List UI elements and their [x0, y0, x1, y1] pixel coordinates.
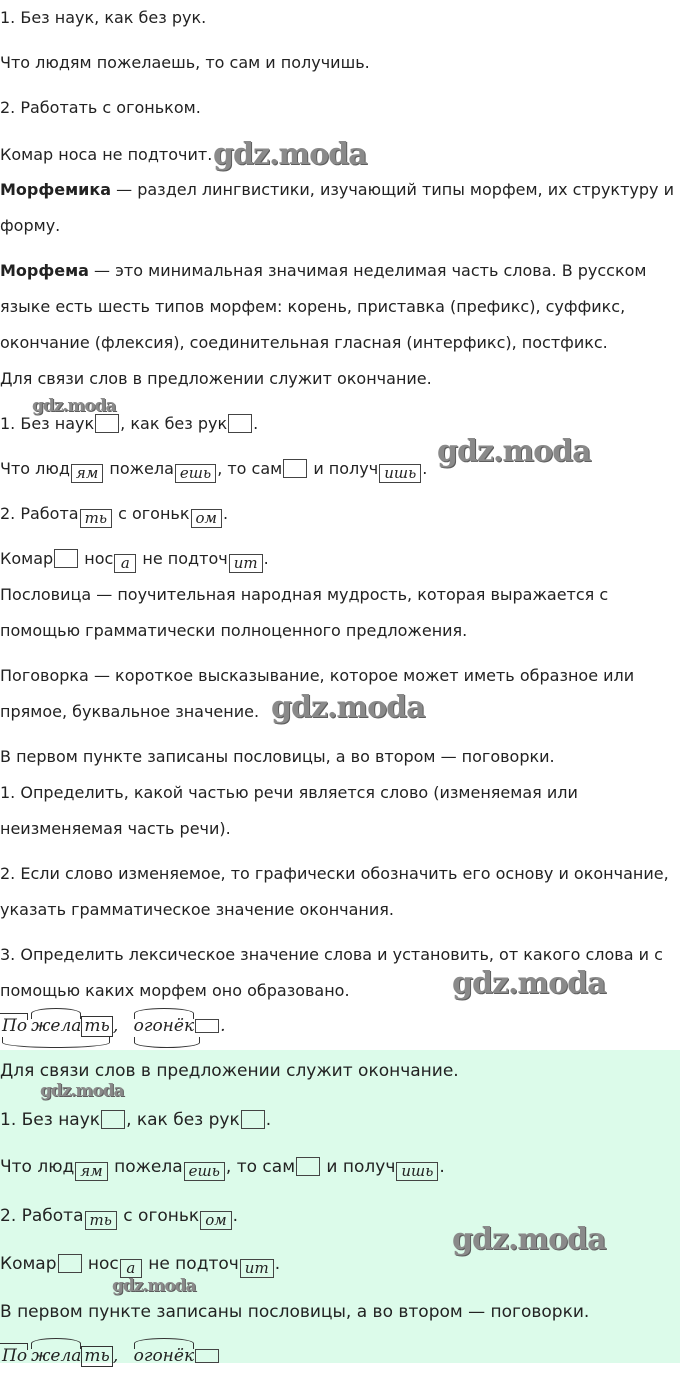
definition-morpheme — [0, 261, 647, 281]
sentence-1-part: . — [253, 414, 259, 433]
ending-box-empty — [195, 1349, 219, 1363]
ending-box: а — [120, 1259, 142, 1278]
sentence-3-part: 2. Работа — [0, 1206, 84, 1226]
ending: ть — [81, 1016, 112, 1037]
step-3: 3. Определить лексическое значение слова и установить, от какого слова и с — [0, 945, 663, 964]
sentence-4-part: Комар — [0, 1254, 57, 1274]
highlighted-answer — [0, 1050, 680, 1366]
sentence-1-part: 1. Без наук — [0, 414, 95, 433]
sentence-1-part: 1. Без наук — [0, 1110, 101, 1130]
ending-box: ям — [71, 464, 103, 483]
sentence-4-part: Комар — [0, 549, 54, 568]
ending-box: ишь — [396, 1162, 438, 1181]
ending-box: ом — [200, 1211, 231, 1230]
period: . — [220, 1016, 226, 1036]
ending-box-empty — [241, 1110, 265, 1129]
sentence-4 — [0, 1254, 280, 1278]
sentence-4-part: не подточ — [142, 1254, 239, 1274]
watermark: gdz.moda — [32, 396, 116, 416]
sentence-3-part: с огоньк — [112, 504, 190, 523]
sentence-2-part: пожела — [108, 1157, 183, 1177]
stem-brace — [2, 1037, 110, 1048]
ending: ть — [81, 1346, 112, 1367]
step-1: 1. Определить, какой частью речи является слово (изменяемая или — [0, 783, 578, 802]
connection-statement: Для связи слов в предложении служит окончание. — [0, 1061, 459, 1081]
ending-box-empty — [58, 1254, 82, 1273]
ending-box-empty — [101, 1110, 125, 1129]
sentence-1-part: , как без рук — [126, 1110, 240, 1130]
ending-box: ом — [191, 509, 222, 528]
ending-box: ит — [229, 554, 263, 573]
sentence-2-part: Что люд — [0, 1157, 75, 1177]
sentence-1-part: , как без рук — [120, 414, 228, 433]
ending-box-empty — [95, 414, 119, 433]
proverb-definition-cont: помощью грамматически полноценного предложения. — [0, 621, 468, 640]
watermark: gdz.moda — [452, 1222, 606, 1257]
proverb-1: 1. Без наук, как без рук. — [0, 8, 207, 27]
ending-box: ишь — [379, 464, 421, 483]
ending-box-empty — [283, 459, 307, 478]
sentence-3-part: . — [232, 1206, 239, 1226]
step-3-cont: помощью каких морфем оно образовано. — [0, 981, 350, 1000]
sentence-3-part: с огоньк — [117, 1206, 200, 1226]
ending-box-empty — [195, 1019, 219, 1033]
stem-brace — [134, 1037, 200, 1048]
ending-box: ит — [240, 1259, 274, 1278]
sentence-1 — [0, 1110, 271, 1130]
sentence-2-part: и получ — [308, 459, 379, 478]
root: огонёк — [133, 1016, 195, 1036]
watermark: gdz.moda — [40, 1081, 124, 1101]
step-2-cont: указать грамматическое значение окончания. — [0, 900, 394, 919]
ending-box: а — [114, 554, 136, 573]
prefix: По — [2, 1016, 28, 1036]
sentence-3 — [0, 1206, 238, 1230]
sentence-3-part: . — [222, 504, 229, 523]
saying-definition-cont: прямое, буквальное значение. — [0, 702, 260, 721]
definition-morphemics-cont: форму. — [0, 216, 61, 235]
comma: , — [112, 1346, 119, 1366]
root: огонёк — [133, 1346, 195, 1366]
first-point-statement: В первом пункте записаны пословицы, а во втором — поговорки. — [0, 1302, 590, 1322]
sentence-3-part: 2. Работа — [0, 504, 79, 523]
sentence-4 — [0, 549, 269, 573]
sentence-2 — [0, 459, 427, 483]
watermark: gdz.moda — [112, 1276, 196, 1296]
sentence-2-part: , то сам — [225, 1157, 296, 1177]
definition-morphemics — [0, 180, 674, 200]
saying-1: 2. Работать с огоньком. — [0, 98, 201, 117]
prefix: По — [2, 1346, 28, 1366]
ending-box: ешь — [184, 1162, 225, 1181]
sentence-1 — [0, 414, 258, 434]
connection-statement: Для связи слов в предложении служит окончание. — [0, 369, 432, 388]
step-1-cont: неизменяемая часть речи). — [0, 819, 231, 838]
sentence-4-part: нос — [82, 1254, 119, 1274]
sentence-4-part: . — [274, 1254, 281, 1274]
proverb-2: Что людям пожелаешь, то сам и получишь. — [0, 53, 370, 72]
step-2: 2. Если слово изменяемое, то графически обозначить его основу и окончание, — [0, 864, 669, 883]
saying-2: Комар носа не подточит. — [0, 145, 213, 164]
sentence-2-part: и получ — [321, 1157, 396, 1177]
proverb-definition: Пословица — поучительная народная мудрость, которая выражается с — [0, 585, 609, 604]
sentence-2-part: Что люд — [0, 459, 70, 478]
ending-box: ть — [80, 509, 112, 528]
watermark: gdz.moda — [271, 690, 425, 725]
sentence-2-part: . — [439, 1157, 445, 1177]
term-morphemics: Морфемика — [0, 180, 112, 199]
definition-morpheme-text: — это минимальная значимая неделимая часть слова. В русском — [88, 261, 647, 280]
watermark: gdz.moda — [452, 966, 606, 1001]
ending-box: ешь — [175, 464, 216, 483]
sentence-1-part: . — [265, 1110, 272, 1130]
sentence-4-part: не подточ — [137, 549, 228, 568]
watermark: gdz.moda — [437, 434, 591, 469]
term-morpheme: Морфема — [0, 261, 89, 280]
morpheme-analysis — [2, 1016, 226, 1037]
ending-box-empty — [54, 549, 78, 568]
sentence-2-part: пожела — [104, 459, 174, 478]
ending-box-empty — [296, 1157, 320, 1176]
root: жела — [31, 1346, 82, 1366]
definition-morphemics-text: — раздел лингвистики, изучающий типы морфем, их структуру и — [111, 180, 674, 199]
morpheme-analysis — [2, 1346, 220, 1367]
root: жела — [31, 1016, 82, 1036]
saying-definition: Поговорка — короткое высказывание, которое может иметь образное или — [0, 666, 635, 685]
sentence-2 — [0, 1157, 445, 1181]
ending-box: ть — [85, 1211, 117, 1230]
sentence-4-part: . — [263, 549, 269, 568]
comma: , — [112, 1016, 119, 1036]
sentence-4-part: нос — [79, 549, 114, 568]
definition-morpheme-line3: окончание (флексия), соединительная гласная (интерфикс), постфикс. — [0, 333, 608, 352]
watermark: gdz.moda — [213, 137, 367, 172]
sentence-3 — [0, 504, 228, 528]
ending-box: ям — [75, 1162, 107, 1181]
definition-morpheme-line2: языке есть шесть типов морфем: корень, приставка (префикс), суффикс, — [0, 297, 626, 316]
ending-box-empty — [228, 414, 252, 433]
sentence-2-part: . — [422, 459, 428, 478]
sentence-2-part: , то сам — [217, 459, 283, 478]
first-point-statement: В первом пункте записаны пословицы, а во втором — поговорки. — [0, 747, 555, 766]
